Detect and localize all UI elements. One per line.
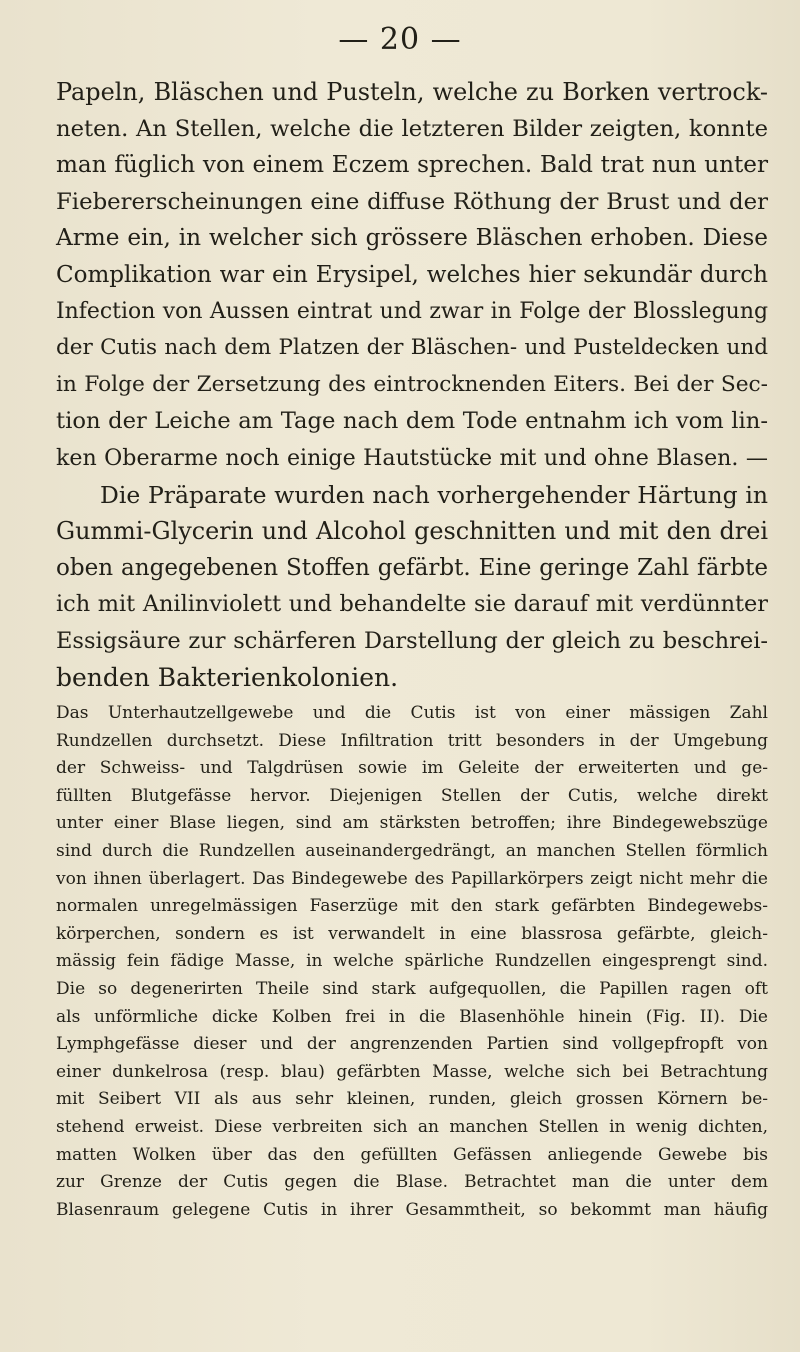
text-line: benden Bakterienkolonien.	[56, 662, 399, 692]
small-text-line: Rundzellen durchsetzt. Diese Infiltration tritt besonders in der Umgebung	[56, 730, 768, 751]
text-line: Fiebererscheinungen eine diffuse Röthung der Brust und der	[56, 188, 768, 215]
text-line: ken Oberarme noch einige Hautstücke mit und ohne Blasen. —	[56, 444, 768, 471]
small-text-line: mit Seibert VII als aus sehr kleinen, runden, gleich grossen Körnern be-	[56, 1089, 768, 1110]
small-text-line: sind durch die Rundzellen auseinandergedrängt, an manchen Stellen förmlich	[56, 841, 768, 862]
text-line: ich mit Anilinviolett und behandelte sie darauf mit verdünnter	[56, 591, 768, 618]
small-text-line: füllten Blutgefässe hervor. Diejenigen Stellen der Cutis, welche direkt	[56, 785, 768, 806]
text-line: Papeln, Bläschen und Pusteln, welche zu Borken vertrock-	[56, 78, 768, 106]
small-text-line: Blasenraum gelegene Cutis in ihrer Gesammtheit, so bekommt man häufig	[56, 1199, 768, 1220]
small-text-line: stehend erweist. Diese verbreiten sich an manchen Stellen in wenig dichten,	[56, 1117, 768, 1137]
small-text-line: unter einer Blase liegen, sind am stärksten betroffen; ihre Bindegewebszüge	[56, 813, 768, 834]
main-paragraph	[56, 74, 768, 696]
small-text-line: Das Unterhautzellgewebe und die Cutis ist von einer mässigen Zahl	[56, 703, 768, 724]
text-line: oben angegebenen Stoffen gefärbt. Eine geringe Zahl färbte	[56, 554, 768, 581]
small-text-line: der Schweiss- und Talgdrüsen sowie im Geleite der erweiterten und ge-	[56, 758, 768, 779]
small-text-line: Die so degenerirten Theile sind stark aufgequollen, die Papillen ragen oft	[56, 979, 768, 1000]
text-line: Essigsäure zur schärferen Darstellung der gleich zu beschrei-	[56, 627, 768, 654]
small-print-paragraph	[56, 700, 768, 1224]
text-line: in Folge der Zersetzung des eintrocknenden Eiters. Bei der Sec-	[56, 371, 768, 397]
text-line: Complikation war ein Erysipel, welches hier sekundär durch	[56, 261, 768, 288]
text-line: Arme ein, in welcher sich grössere Bläschen erhoben. Diese	[56, 224, 768, 252]
text-line: Infection von Aussen eintrat und zwar in Folge der Blosslegung	[56, 298, 768, 324]
small-text-line: normalen unregelmässigen Faserzüge mit den stark gefärbten Bindegewebs-	[56, 896, 768, 917]
page-number: — 20 —	[338, 22, 462, 57]
small-text-line: von ihnen überlagert. Das Bindegewebe des Papillarkörpers zeigt nicht mehr die	[56, 868, 768, 889]
text-line: Gummi-Glycerin und Alcohol geschnitten und mit den drei	[56, 517, 768, 546]
text-line: man füglich von einem Eczem sprechen. Bald trat nun unter	[56, 152, 768, 179]
small-text-line: Lymphgefässe dieser und der angrenzenden Partien sind vollgepfropft von	[56, 1034, 768, 1055]
text-line: der Cutis nach dem Platzen der Bläschen- und Pusteldecken und	[56, 335, 768, 361]
small-text-line: mässig fein fädige Masse, in welche spärliche Rundzellen eingesprengt sind.	[56, 951, 768, 972]
text-line: tion der Leiche am Tage nach dem Tode entnahm ich vom lin-	[56, 408, 768, 435]
small-text-line: matten Wolken über das den gefüllten Gefässen anliegende Gewebe bis	[56, 1144, 768, 1165]
small-text-line: körperchen, sondern es ist verwandelt in eine blassrosa gefärbte, gleich-	[56, 923, 768, 944]
small-text-line: als unförmliche dicke Kolben frei in die Blasenhöhle hinein (Fig. II). Die	[56, 1006, 768, 1027]
page-body	[56, 74, 768, 1224]
small-text-line: zur Grenze der Cutis gegen die Blase. Betrachtet man die unter dem	[56, 1172, 768, 1193]
small-text-line: einer dunkelrosa (resp. blau) gefärbten Masse, welche sich bei Betrachtung	[56, 1061, 768, 1082]
text-line: Die Präparate wurden nach vorhergehender Härtung in	[100, 480, 768, 509]
text-line: neten. An Stellen, welche die letzteren Bilder zeigten, konnte	[56, 115, 768, 142]
